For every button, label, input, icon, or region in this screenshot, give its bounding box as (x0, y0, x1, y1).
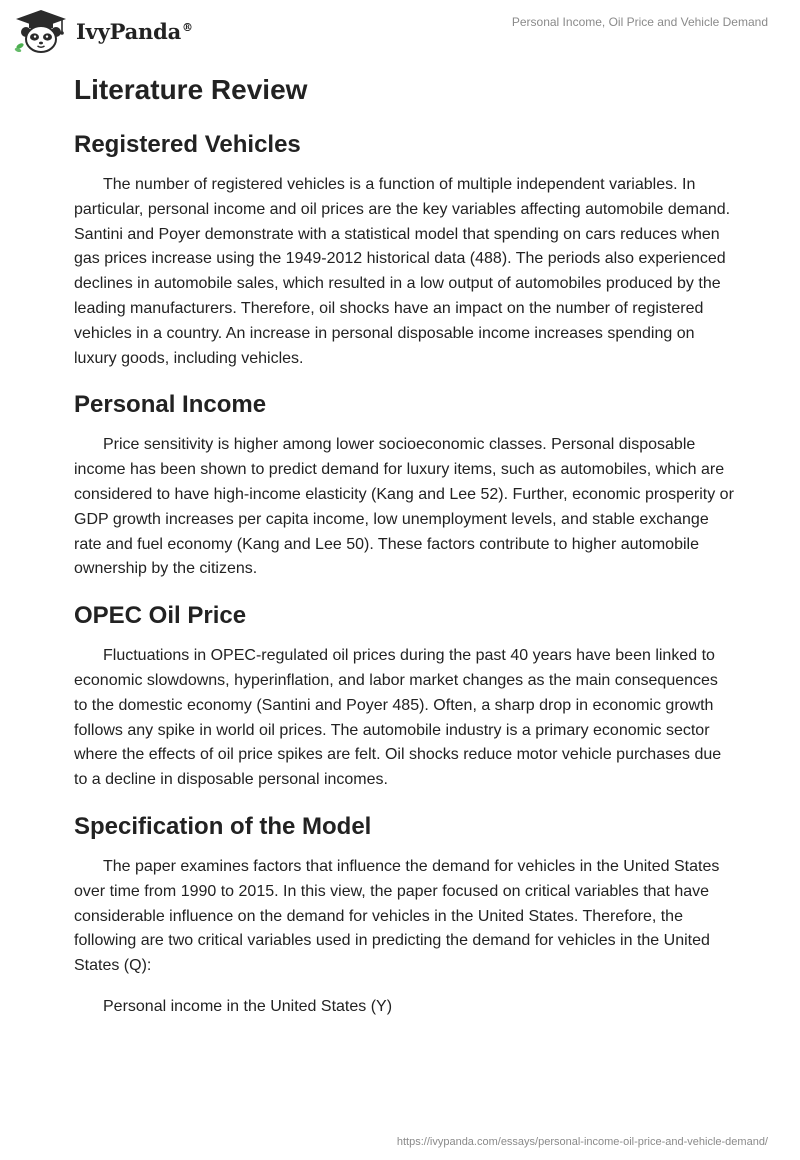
section-heading-opec-oil-price: OPEC Oil Price (74, 602, 247, 630)
page-header (0, 0, 800, 62)
registered-mark: ® (182, 20, 193, 34)
source-url[interactable]: https://ivypanda.com/essays/personal-income-oil-price-and-vehicle-demand/ (396, 1136, 768, 1148)
brand-label: IvyPanda (76, 18, 182, 44)
section-heading-specification-of-the-model: Specification of the Model (74, 812, 372, 840)
paragraph: Personal income in the United States (Y) (103, 997, 393, 1015)
paragraph: The paper examines factors that influence the demand for vehicles in the United States over time from 1990 to 2015. In this view, the paper focused on critical variables that have considerable influence on the demand for vehicles in the United States. Therefore, the following are two critical variables used in predicting the demand for vehicles in the United States (Q): (74, 857, 720, 975)
paragraph: The number of registered vehicles is a function of multiple independent variables. In particular, personal income and oil prices are the key variables affecting automobile demand. Santini and Poyer demonstrate with a statistical model that spending on cars reduces when gas prices increase using the 1949-2012 historical data (488). The periods also experienced declines in automobile sales, which resulted in a low output of automobiles produced by the leading manufacturers. Therefore, oil shocks have an impact on the number of registered vehicles in a country. An increase in personal disposable income increases spending on luxury goods, including vehicles. (74, 176, 731, 367)
article-body (74, 70, 734, 1036)
page-title: Literature Review (74, 74, 308, 105)
document-title: Personal Income, Oil Price and Vehicle Demand (511, 15, 768, 29)
paragraph: Fluctuations in OPEC-regulated oil prices during the past 40 years have been linked to economic slowdowns, hyperinflation, and labor market changes as the main consequences to the domestic economy (Santini and Poyer 485). Often, a sharp drop in economic growth follows any spike in world oil prices. The automobile industry is a primary economic sector where the effects of oil price spikes are felt. Oil shocks reduce motor vehicle purchases due to a decline in disposable personal incomes. (74, 647, 722, 789)
section-heading-personal-income: Personal Income (74, 391, 267, 419)
section-heading-registered-vehicles: Registered Vehicles (74, 131, 301, 158)
panda-graduate-icon (14, 8, 68, 54)
paragraph: Price sensitivity is higher among lower socioeconomic classes. Personal disposable income has been shown to predict demand for luxury items, such as automobiles, which are considered to have high-income elasticity (Kang and Lee 52). Further, economic prosperity or GDP growth increases per capita income, low unemployment levels, and stable exchange rate and fuel economy (Kang and Lee 50). These factors contribute to higher automobile ownership by the citizens. (74, 436, 734, 578)
ivypanda-logo[interactable] (14, 8, 193, 54)
brand-name (76, 19, 193, 44)
